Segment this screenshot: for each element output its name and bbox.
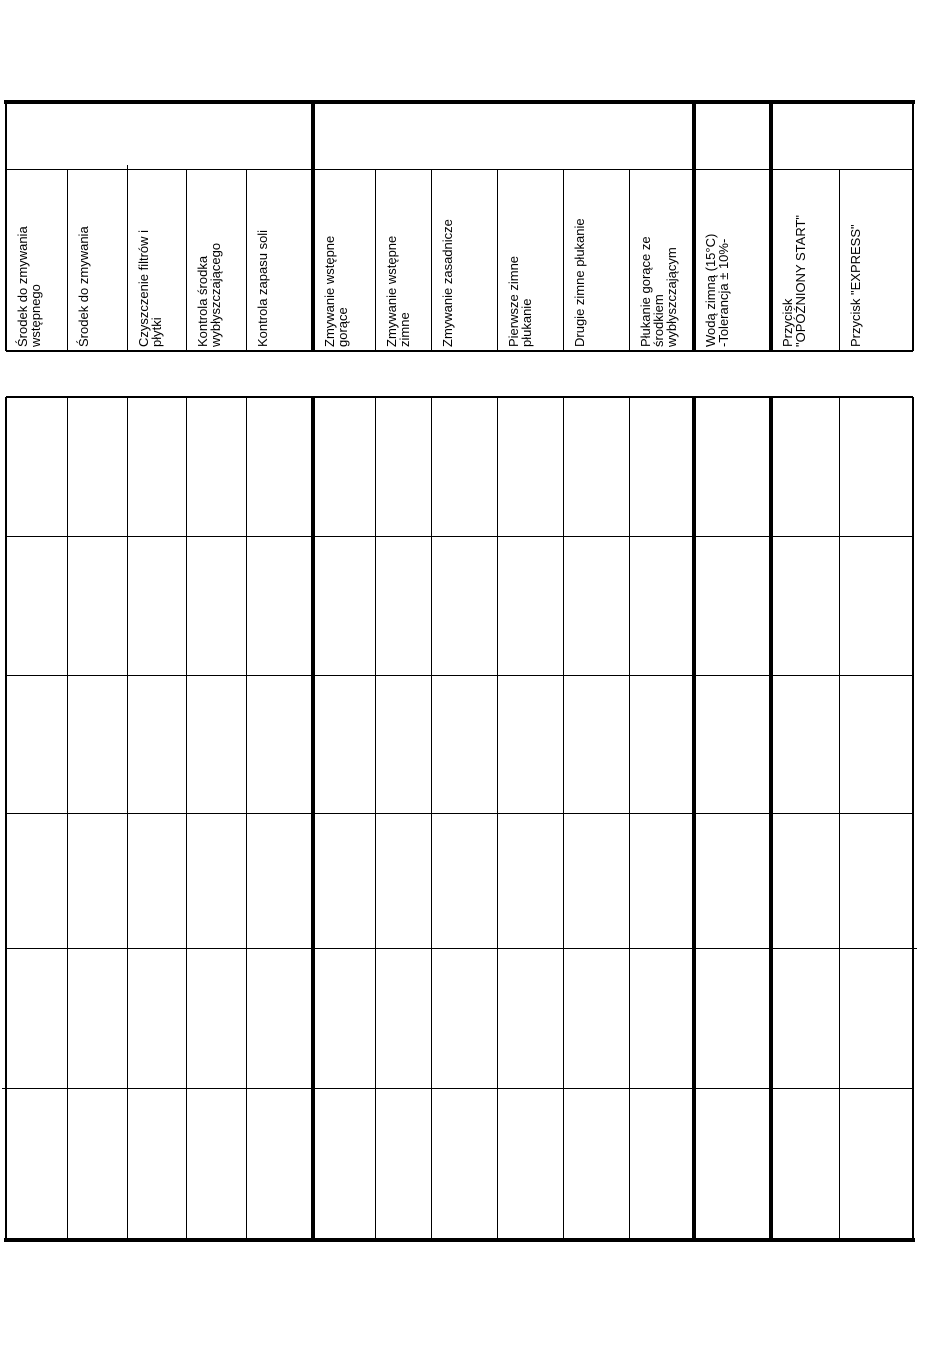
- table-cell: [127, 948, 186, 1088]
- body-row-divider: [6, 813, 913, 814]
- body-column-divider: [769, 397, 773, 1240]
- body-column-divider: [186, 397, 187, 1240]
- table-cell: [563, 675, 629, 813]
- table-cell: [629, 397, 694, 536]
- table-cell: [497, 948, 563, 1088]
- column-header-label: Kontrola zapasu soli: [255, 229, 270, 347]
- body-column-divider: [246, 397, 247, 1240]
- table-cell: [186, 675, 246, 813]
- body-column-divider: [563, 397, 564, 1240]
- table-cell: [67, 1088, 127, 1240]
- table-cell: [629, 536, 694, 675]
- table-cell: [246, 1088, 313, 1240]
- column-header-label: Środek do zmywania wstępnego: [15, 226, 43, 347]
- table-cell: [313, 813, 375, 948]
- table-cell: [127, 675, 186, 813]
- column-header-plukanie_gorace: [629, 169, 694, 351]
- table-cell: [497, 536, 563, 675]
- header-group-divider: [311, 102, 315, 351]
- column-header-label: Wodą zimną (15°C) -Tolerancja ± 10%-: [703, 233, 731, 347]
- body-row-divider: [6, 1088, 913, 1089]
- table-cell: [771, 675, 839, 813]
- table-cell: [563, 1088, 629, 1240]
- table-cell: [186, 948, 246, 1088]
- table-cell: [246, 948, 313, 1088]
- table-cell: [839, 813, 913, 948]
- column-header-sol: [246, 169, 313, 351]
- table-cell: [67, 813, 127, 948]
- table-cell: [6, 536, 67, 675]
- header-column-divider: [186, 169, 187, 351]
- table-cell: [313, 948, 375, 1088]
- header-column-divider: [431, 169, 432, 351]
- column-header-wstepne_zimne: [375, 169, 431, 351]
- table-cell: [694, 397, 771, 536]
- column-header-srodek_wstepny: [6, 169, 67, 351]
- table-cell: [771, 1088, 839, 1240]
- table-cell: [67, 675, 127, 813]
- group-header-cell: [694, 102, 771, 169]
- table-cell: [694, 1088, 771, 1240]
- table-cell: [127, 536, 186, 675]
- header-column-divider: [127, 169, 128, 351]
- column-header-label: Przycisk "OPÓŹNIONY START": [780, 214, 808, 347]
- header-column-divider: [839, 169, 840, 351]
- column-header-label: Przycisk "EXPRESS": [848, 224, 863, 347]
- table-cell: [771, 397, 839, 536]
- body-row-divider: [6, 675, 913, 676]
- body-column-divider: [431, 397, 432, 1240]
- column-header-nablyszczacz: [186, 169, 246, 351]
- table-cell: [694, 536, 771, 675]
- table-cell: [313, 1088, 375, 1240]
- body-column-divider: [311, 397, 315, 1240]
- table-cell: [839, 948, 913, 1088]
- column-header-wstepne_gorace: [313, 169, 375, 351]
- body-column-divider: [67, 397, 68, 1240]
- column-header-label: Zmywanie wstępne zimne: [384, 235, 412, 347]
- table-cell: [431, 397, 497, 536]
- table-cell: [375, 948, 431, 1088]
- body-column-divider: [497, 397, 498, 1240]
- column-header-label: Płukanie gorące ze środkiem wybłyszczającym: [638, 236, 679, 347]
- body-bottom-border: [4, 1238, 915, 1242]
- column-header-filtry: [127, 169, 186, 351]
- table-cell: [127, 1088, 186, 1240]
- table-cell: [563, 948, 629, 1088]
- body-column-divider: [375, 397, 376, 1240]
- table-cell: [839, 1088, 913, 1240]
- table-cell: [497, 813, 563, 948]
- group-header-cell: [771, 102, 913, 169]
- column-header-opozniony_start: [771, 169, 839, 351]
- header-group-divider: [912, 102, 914, 351]
- table-cell: [313, 536, 375, 675]
- header-group-divider: [769, 102, 773, 351]
- column-header-express: [839, 169, 913, 351]
- table-cell: [497, 675, 563, 813]
- table-cell: [563, 813, 629, 948]
- table-cell: [313, 675, 375, 813]
- table-cell: [313, 397, 375, 536]
- table-cell: [375, 397, 431, 536]
- header-column-divider: [246, 169, 247, 351]
- header-column-divider: [67, 169, 68, 351]
- table-cell: [431, 1088, 497, 1240]
- table-cell: [431, 536, 497, 675]
- table-cell: [497, 1088, 563, 1240]
- table-cell: [246, 813, 313, 948]
- table-cell: [497, 397, 563, 536]
- table-cell: [6, 948, 67, 1088]
- table-cell: [694, 813, 771, 948]
- body-top-border: [6, 396, 913, 398]
- header-bottom-border: [6, 350, 913, 352]
- group-header-cell: [313, 102, 694, 169]
- body-column-divider: [629, 397, 630, 1240]
- header-column-divider: [563, 169, 564, 351]
- body-column-divider: [839, 397, 840, 1240]
- table-cell: [67, 536, 127, 675]
- column-header-srodek: [67, 169, 127, 351]
- table-cell: [127, 813, 186, 948]
- column-header-label: Środek do zmywania: [76, 226, 91, 347]
- table-cell: [375, 813, 431, 948]
- table-cell: [771, 813, 839, 948]
- table-cell: [771, 948, 839, 1088]
- body-row-divider: [6, 948, 913, 949]
- table-cell: [246, 536, 313, 675]
- column-header-zasadnicze: [431, 169, 497, 351]
- table-cell: [186, 813, 246, 948]
- column-header-label: Drugie zimne płukanie: [572, 218, 587, 347]
- body-column-divider: [127, 397, 128, 1240]
- body-column-divider: [5, 397, 7, 1240]
- column-header-label: Pierwsze zimne płukanie: [506, 255, 534, 347]
- header-column-divider: [629, 169, 630, 351]
- table-cell: [694, 675, 771, 813]
- group-header-cell: [6, 102, 313, 169]
- header-top-border: [4, 100, 915, 104]
- body-row-divider: [6, 536, 913, 537]
- table-cell: [629, 1088, 694, 1240]
- table-cell: [6, 675, 67, 813]
- table-cell: [431, 675, 497, 813]
- table-cell: [246, 675, 313, 813]
- column-header-drugie_plukanie: [563, 169, 629, 351]
- table-cell: [839, 397, 913, 536]
- column-header-label: Zmywanie wstępne gorące: [322, 235, 350, 347]
- header-middle-rule: [6, 169, 913, 170]
- table-cell: [67, 397, 127, 536]
- column-header-label: Zmywanie zasadnicze: [440, 219, 455, 347]
- header-group-divider: [692, 102, 696, 351]
- table-cell: [629, 948, 694, 1088]
- table-cell: [6, 397, 67, 536]
- table-cell: [563, 397, 629, 536]
- header-column-divider: [497, 169, 498, 351]
- column-header-label: Kontrola środka wybłyszczającego: [195, 242, 223, 347]
- table-cell: [694, 948, 771, 1088]
- header-column-divider: [375, 169, 376, 351]
- column-header-pierwsze_plukanie: [497, 169, 563, 351]
- table-cell: [67, 948, 127, 1088]
- column-header-woda: [694, 169, 771, 351]
- table-cell: [246, 397, 313, 536]
- table-cell: [629, 675, 694, 813]
- table-cell: [839, 675, 913, 813]
- header-tick: [127, 165, 128, 170]
- table-cell: [375, 675, 431, 813]
- table-cell: [127, 397, 186, 536]
- table-cell: [186, 397, 246, 536]
- table-cell: [6, 813, 67, 948]
- table-cell: [431, 813, 497, 948]
- table-cell: [186, 536, 246, 675]
- table-cell: [431, 948, 497, 1088]
- table-cell: [771, 536, 839, 675]
- header-group-divider: [5, 102, 7, 351]
- table-cell: [629, 813, 694, 948]
- table-cell: [186, 1088, 246, 1240]
- body-column-divider: [912, 397, 914, 1240]
- body-column-divider: [692, 397, 696, 1240]
- table-cell: [375, 1088, 431, 1240]
- table-cell: [839, 536, 913, 675]
- table-cell: [6, 1088, 67, 1240]
- column-header-label: Czyszczenie filtrów i płytki: [136, 229, 164, 347]
- table-cell: [563, 536, 629, 675]
- table-cell: [375, 536, 431, 675]
